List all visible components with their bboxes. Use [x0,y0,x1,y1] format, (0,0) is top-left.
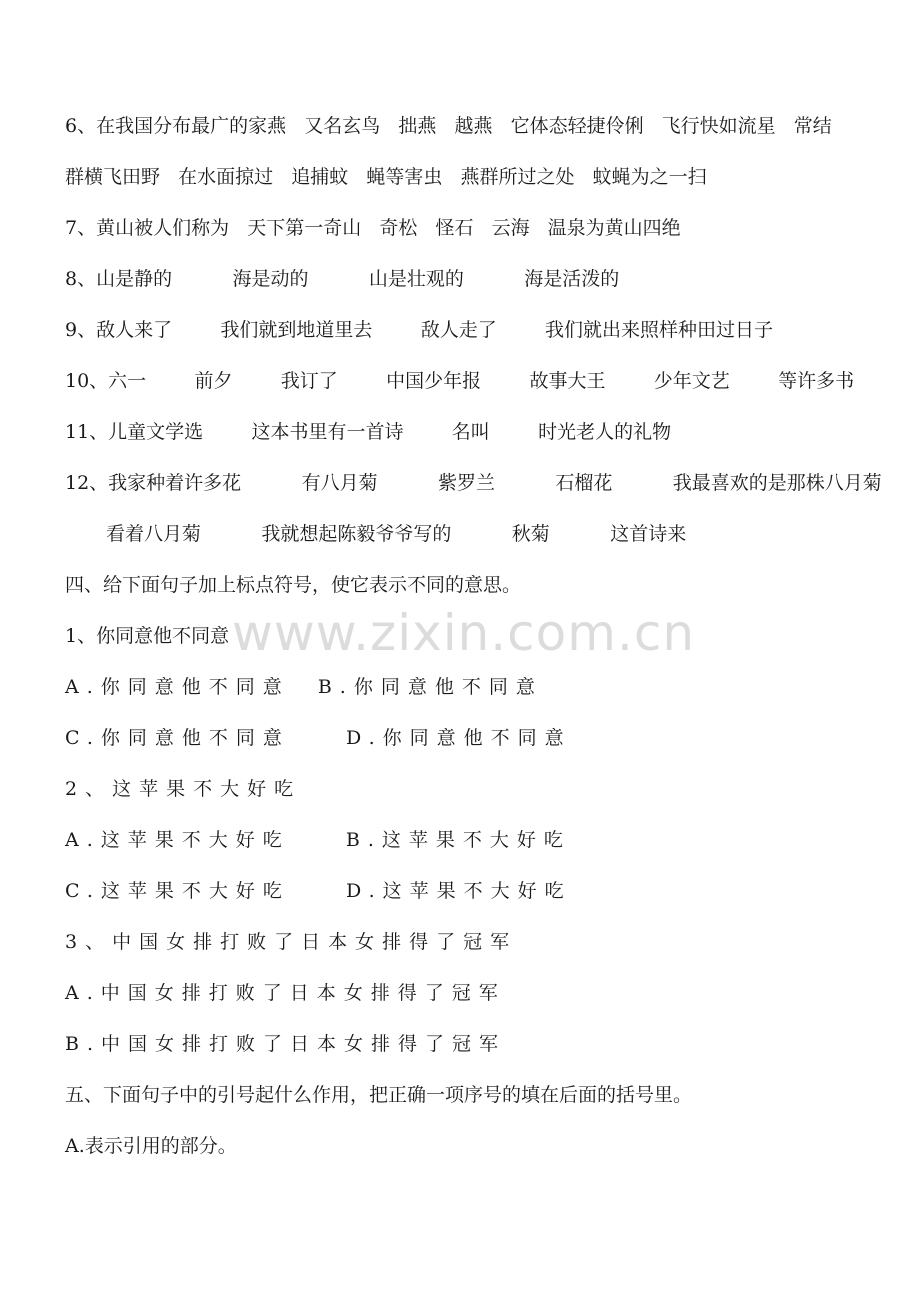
question-8: 8、山是静的 海是动的 山是壮观的 海是活泼的 [65,268,620,290]
question-6-line-1: 6、在我国分布最广的家燕 又名玄鸟 拙燕 越燕 它体态轻捷伶俐 飞行快如流星 常结 [65,115,832,137]
s4-q2-options-cd: C.这苹果不大好吃 D.这苹果不大好吃 [65,880,572,902]
s4-question-3: 3、中国女排打败了日本女排得了冠军 [65,931,518,953]
question-9: 9、敌人来了 我们就到地道里去 敌人走了 我们就出来照样种田过日子 [65,319,774,341]
s4-q1-options-ab: A.你同意他不同意 B.你同意他不同意 [65,676,543,698]
section-5-heading: 五、下面句子中的引号起什么作用，把正确一项序号的填在后面的括号里。 [65,1084,693,1106]
s5-option-a: A.表示引用的部分。 [65,1135,237,1157]
s4-q3-option-b: B.中国女排打败了日本女排得了冠军 [65,1033,507,1055]
question-10: 10、六一 前夕 我订了 中国少年报 故事大王 少年文艺 等许多书 [65,370,855,392]
s4-question-2: 2、这苹果不大好吃 [65,778,302,800]
question-12-line-2: 看着八月菊 我就想起陈毅爷爷写的 秋菊 这首诗来 [106,523,687,545]
watermark: www.zixin.com.cn [232,604,696,662]
question-11: 11、儿童文学选 这本书里有一首诗 名叫 时光老人的礼物 [65,421,672,443]
section-4-heading: 四、给下面句子加上标点符号，使它表示不同的意思。 [65,574,522,596]
s4-question-1: 1、你同意他不同意 [65,625,230,647]
question-12-line-1: 12、我家种着许多花 有八月菊 紫罗兰 石榴花 我最喜欢的是那株八月菊 [65,472,882,494]
s4-q2-options-ab: A.这苹果不大好吃 B.这苹果不大好吃 [65,829,571,851]
question-7: 7、黄山被人们称为 天下第一奇山 奇松 怪石 云海 温泉为黄山四绝 [65,217,681,239]
s4-q1-options-cd: C.你同意他不同意 D.你同意他不同意 [65,727,572,749]
question-6-line-2: 群横飞田野 在水面掠过 追捕蚊 蝇等害虫 燕群所过之处 蚊蝇为之一扫 [65,166,707,188]
s4-q3-option-a: A.中国女排打败了日本女排得了冠军 [65,982,506,1004]
